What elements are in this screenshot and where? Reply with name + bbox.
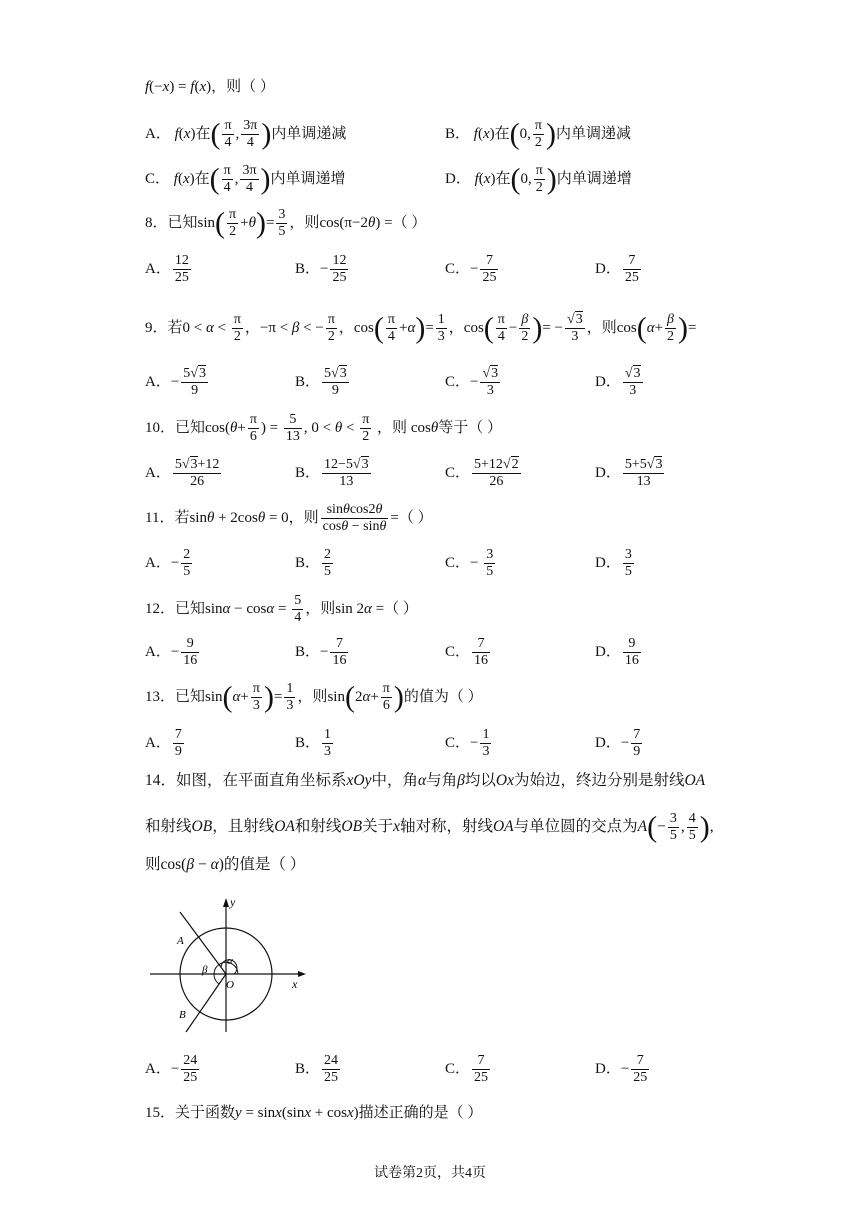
page-footer: 试卷第2页，共4页 bbox=[374, 1166, 486, 1181]
origin-label: O bbox=[226, 979, 234, 991]
y-label: y bbox=[230, 895, 236, 909]
q12-option-c[interactable]: C． $\frac{7}{16}$ bbox=[445, 636, 489, 669]
point-a-label: A bbox=[177, 935, 184, 947]
q10-option-c[interactable]: C． $\frac{5+12√2}{26}$ bbox=[445, 457, 519, 490]
q9-option-a[interactable]: A．− $\frac{5√3}{9}$ bbox=[145, 366, 206, 399]
q8-option-b[interactable]: B．− $\frac{12}{25}$ bbox=[295, 253, 347, 286]
q11-option-b[interactable]: B． $\frac{2}{5}$ bbox=[295, 547, 332, 580]
q13-stem: 13．已知sin(α+ $\frac{\pi}{3}$ )= $\frac{1}{3}$ ，则sin(2α+ $\frac{\pi}{6}$ )的值为（ ） bbox=[145, 680, 483, 714]
q13-option-a[interactable]: A． $\frac{7}{9}$ bbox=[145, 727, 182, 760]
unit-circle-figure bbox=[148, 892, 310, 1040]
q9-stem: 9．若0 < α < $\frac{\pi}{2}$ ，−π < β < − $\frac{\pi}{2}$ ，cos( $\frac{\pi}{4}$ +α)= $\frac{1}{3}$ ，cos( $\frac{\pi}{4}$ − $\frac{\beta}{2}$ )= − $\frac{√3}{3}$ ，则cos(α+ $\frac{\beta}{2}$ )= bbox=[145, 311, 697, 345]
q12-option-b[interactable]: B．− $\frac{7}{16}$ bbox=[295, 636, 347, 669]
q8-stem: 8．已知sin( $\frac{\pi}{2}$ +θ)= $\frac{3}{5}$ ，则cos(π−2θ) =（ ） bbox=[145, 206, 427, 240]
q8-option-c[interactable]: C．− $\frac{7}{25}$ bbox=[445, 253, 497, 286]
q7-stem: f(−x) = f(x)，则（ ） bbox=[145, 79, 275, 95]
q10-option-d[interactable]: D． $\frac{5+5√3}{13}$ bbox=[595, 457, 663, 490]
y-axis-arrow bbox=[223, 898, 229, 907]
ray-ob bbox=[186, 974, 226, 1032]
q12-option-d[interactable]: D． $\frac{9}{16}$ bbox=[595, 636, 639, 669]
beta-label: β bbox=[202, 964, 208, 976]
q11-option-d[interactable]: D． $\frac{3}{5}$ bbox=[595, 547, 632, 580]
q14-line-3: 则cos(β − α)的值是（ ） bbox=[145, 856, 306, 873]
q13-option-c[interactable]: C．− $\frac{1}{3}$ bbox=[445, 727, 490, 760]
q7-option-d[interactable]: D． f(x)在(0, $\frac{\pi}{2}$ )内单调递增 bbox=[445, 162, 632, 196]
q8-option-a[interactable]: A． $\frac{12}{25}$ bbox=[145, 253, 189, 286]
q13-option-b[interactable]: B． $\frac{1}{3}$ bbox=[295, 727, 332, 760]
q15-stem: 15．关于函数y = sinx(sinx + cosx)描述正确的是（ ） bbox=[145, 1105, 483, 1121]
q9-option-d[interactable]: D． $\frac{√3}{3}$ bbox=[595, 366, 641, 399]
q10-option-b[interactable]: B． $\frac{12-5√3}{13}$ bbox=[295, 457, 369, 490]
q14-line-2: 和射线OB，且射线OA和射线OB关于x轴对称，射线OA与单位圆的交点为A(− $\frac{3}{5}$ , $\frac{4}{5}$ ), bbox=[145, 810, 714, 844]
q10-option-a[interactable]: A． $\frac{5√3+12}{26}$ bbox=[145, 457, 220, 490]
point-b-label: B bbox=[179, 1009, 186, 1021]
x-axis-arrow bbox=[298, 971, 306, 977]
x-label: x bbox=[292, 977, 298, 991]
q9-option-c[interactable]: C．− $\frac{√3}{3}$ bbox=[445, 366, 499, 399]
q10-stem: 10．已知cos(θ+ $\frac{\pi}{6}$ ) = $\frac{5}{13}$ , 0 < θ < $\frac{\pi}{2}$ ，则 cosθ等于（ ） bbox=[145, 412, 502, 445]
q7-option-a[interactable]: A． f(x)在( $\frac{\pi}{4}$ , $\frac{3\pi}{4}$ )内单调递减 bbox=[145, 117, 347, 151]
q11-stem: 11．若sinθ + 2cosθ = 0，则 $\frac{\sin\theta\cos 2\theta}{\cos\theta - \sin\theta}$ =（ ） bbox=[145, 502, 433, 535]
q12-stem: 12．已知sinα − cosα = $\frac{5}{4}$ ，则sin 2α =（ ） bbox=[145, 593, 418, 626]
q14-option-c[interactable]: C． $\frac{7}{25}$ bbox=[445, 1053, 489, 1086]
q14-option-d[interactable]: D．− $\frac{7}{25}$ bbox=[595, 1053, 648, 1086]
alpha-label: α bbox=[227, 955, 233, 967]
q11-option-a[interactable]: A．− $\frac{2}{5}$ bbox=[145, 547, 191, 580]
q14-option-a[interactable]: A．− $\frac{24}{25}$ bbox=[145, 1053, 198, 1086]
q9-option-b[interactable]: B． $\frac{5√3}{9}$ bbox=[295, 366, 347, 399]
q12-option-a[interactable]: A．− $\frac{9}{16}$ bbox=[145, 636, 198, 669]
q14-option-b[interactable]: B． $\frac{24}{25}$ bbox=[295, 1053, 339, 1086]
q13-option-d[interactable]: D．− $\frac{7}{9}$ bbox=[595, 727, 641, 760]
q7-option-b[interactable]: B． f(x)在(0, $\frac{\pi}{2}$ )内单调递减 bbox=[445, 117, 631, 151]
q7-option-c[interactable]: C． f(x)在( $\frac{\pi}{4}$ , $\frac{3\pi}{4}$ )内单调递增 bbox=[145, 162, 346, 196]
q14-line-1: 14．如图，在平面直角坐标系xOy中，角α与角β均以Ox为始边，终边分别是射线OA bbox=[145, 772, 706, 789]
q11-option-c[interactable]: C．− $\frac{3}{5}$ bbox=[445, 547, 494, 580]
q8-option-d[interactable]: D． $\frac{7}{25}$ bbox=[595, 253, 639, 286]
